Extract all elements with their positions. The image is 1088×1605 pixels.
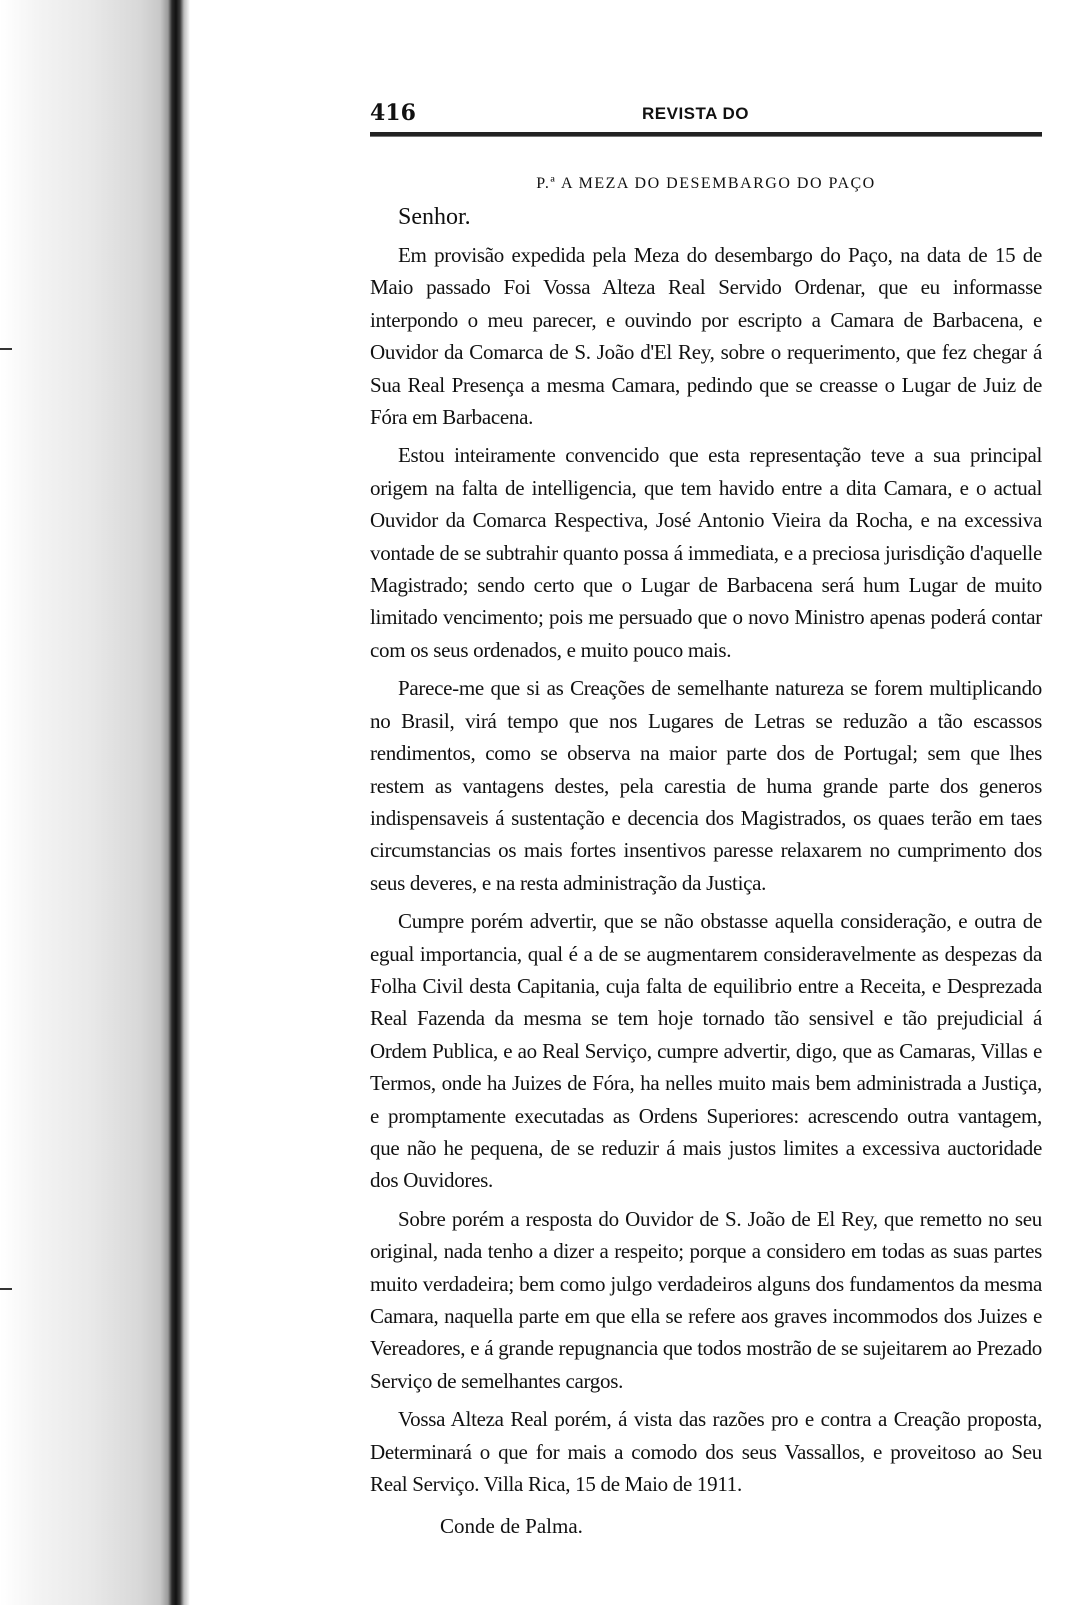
scan-speck [0,1288,12,1290]
running-head [370,100,1042,130]
salutation: Senhor. [398,204,471,230]
paragraph: Sobre porém a resposta do Ouvidor de S. João de El Rey, que remetto no seu original, nada tenho a dizer a respeito; porque a considero em todas as suas partes muito verdadeira; bem como julgo verdadeiros alguns dos fundamentos da mesma Camara, naquella parte em que ella se refere aos graves incommodos dos Juizes e Vereadores, e á grande repugnancia que todos mostrão de se sujeitarem ao Prezado Serviço de semelhantes cargos. [370,1206,1042,1393]
header-rule [370,132,1042,137]
page-number: 416 [370,100,416,126]
letter-heading: P.ª A MEZA DO DESEMBARGO DO PAÇO [536,175,876,192]
paragraph: Em provisão expedida pela Meza do desembargo do Paço, na data de 15 de Maio passado Foi Vossa Alteza Real Servido Ordenar, que eu informasse interpondo o meu parecer, e ouvindo por escripto a Camara de Barbacena, e Ouvidor da Comarca de S. João d'El Rey, sobre o requerimento, que fez chegar á Sua Real Presença a mesma Camara, pedindo que se creasse o Lugar de Juiz de Fóra em Barbacena. [370,243,1042,430]
paragraph: Cumpre porém advertir, que se não obstasse aquella consideração, e outra de egual importancia, qual é a de se augmentarem consideravelmente as despezas da Folha Civil desta Capitania, cuja falta de equilibrio entre a Receita, e Desprezada Real Fazenda da mesma se tem hoje tornado tão sensivel e tão prejudicial á Ordem Publica, e ao Real Serviço, cumpre advertir, digo, que as Camaras, Villas e Termos, onde ha Juizes de Fóra, ha nelles muito mais bem administrada a Justiça, e promptamente executadas as Ordens Superiores: acrescendo outra vantagem, que não he pequena, de se reduzir á mais justos limites a excessiva auctoridade dos Ouvidores. [370,909,1042,1193]
running-head-title: REVISTA DO [642,104,750,123]
paragraph: Parece-me que si as Creações de semelhante natureza se forem multiplicando no Brasil, virá tempo que nos Lugares de Letras se reduzão a tão escassos rendimentos, como se observa na maior parte dos de Portugal; sem que lhes restem as vantagens destes, pela carestia de huma grande parte dos generos indispensaveis á sustentação e decencia dos Magistrados, os quaes terão em taes circumstancias os mais fortes insentivos paresse relaxarem no cumprimento dos seus deveres, e na resta administração da Justiça. [370,676,1042,895]
signature: Conde de Palma. [440,1514,583,1539]
page-binding-gutter [0,0,190,1605]
paragraph: Vossa Alteza Real porém, á vista das razões pro e contra a Creação proposta, Determinará o que for mais a comodo dos seus Vassallos, e proveitoso ao Seu Real Serviço. Villa Rica, 15 de Maio de 1911. [370,1407,1042,1497]
page-body [370,100,1042,1542]
paragraph: Estou inteiramente convencido que esta representação teve a sua principal origem na falta de intelligencia, que tem havido entre a dita Camara, e o actual Ouvidor da Comarca Respectiva, José Antonio Vieira da Rocha, e na excessiva vontade de se subtrahir quanto possa á immediata, e a preciosa jurisdição d'aquelle Magistrado; sendo certo que o Lugar de Barbacena será hum Lugar de muito limitado vencimento; pois me persuado que o novo Ministro apenas poderá contar com os seus ordenados, e muito pouco mais. [370,443,1042,662]
scan-speck [0,348,12,350]
